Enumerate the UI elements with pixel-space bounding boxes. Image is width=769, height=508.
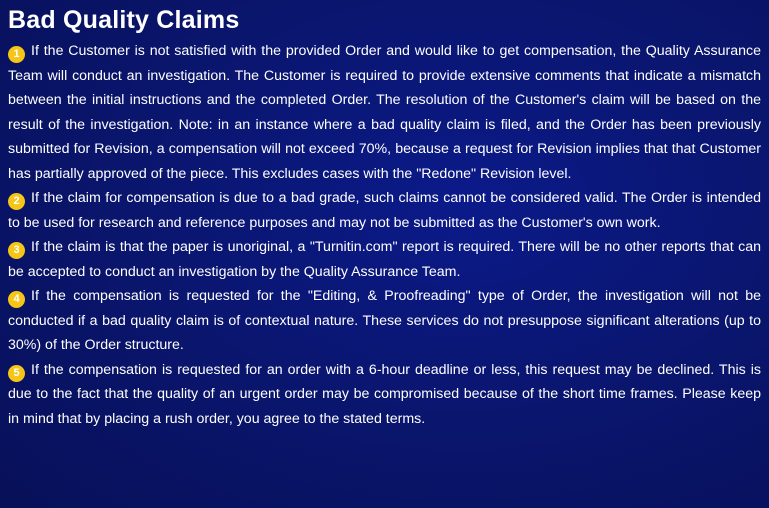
claim-item-1 (8, 39, 761, 186)
number-2-icon: 2 (8, 193, 25, 210)
claim-text-4: If the compensation is requested for the "Editing, & Proofreading" type of Order, the investigation will not be conducted if a bad quality claim is of contextual nature. These services do not presuppose significant alterations (up to 30%) of the Order structure. (8, 288, 761, 353)
claim-item-4 (8, 284, 761, 358)
number-5-icon: 5 (8, 365, 25, 382)
claim-text-1: If the Customer is not satisfied with the provided Order and would like to get compensation, the Quality Assurance Team will conduct an investigation. The Customer is required to provide extensive comments that indicate a mismatch between the initial instructions and the completed Order. The resolution of the Customer's claim will be based on the result of the investigation. Note: in an instance where a bad quality claim is filed, and the Order has been previously submitted for Revision, a compensation will not exceed 70%, because a request for Revision implies that that Customer has partially approved of the piece. This excludes cases with the "Redone" Revision level. (8, 43, 761, 182)
claim-item-5 (8, 358, 761, 432)
number-4-icon: 4 (8, 291, 25, 308)
number-1-icon: 1 (8, 46, 25, 63)
claim-text-3: If the claim is that the paper is unoriginal, a "Turnitin.com" report is required. There will be no other reports that can be accepted to conduct an investigation by the Quality Assurance Team. (8, 239, 761, 280)
claim-item-2 (8, 186, 761, 235)
number-3-icon: 3 (8, 242, 25, 259)
page-title: Bad Quality Claims (8, 6, 240, 34)
claim-text-2: If the claim for compensation is due to a bad grade, such claims cannot be considered valid. The Order is intended to be used for research and reference purposes and may not be submitted as the Customer's own work. (8, 190, 761, 231)
claim-item-3 (8, 235, 761, 284)
claim-text-5: If the compensation is requested for an order with a 6-hour deadline or less, this request may be declined. This is due to the fact that the quality of an urgent order may be compromised because of the short time frames. Please keep in mind that by placing a rush order, you agree to the stated terms. (8, 361, 761, 427)
